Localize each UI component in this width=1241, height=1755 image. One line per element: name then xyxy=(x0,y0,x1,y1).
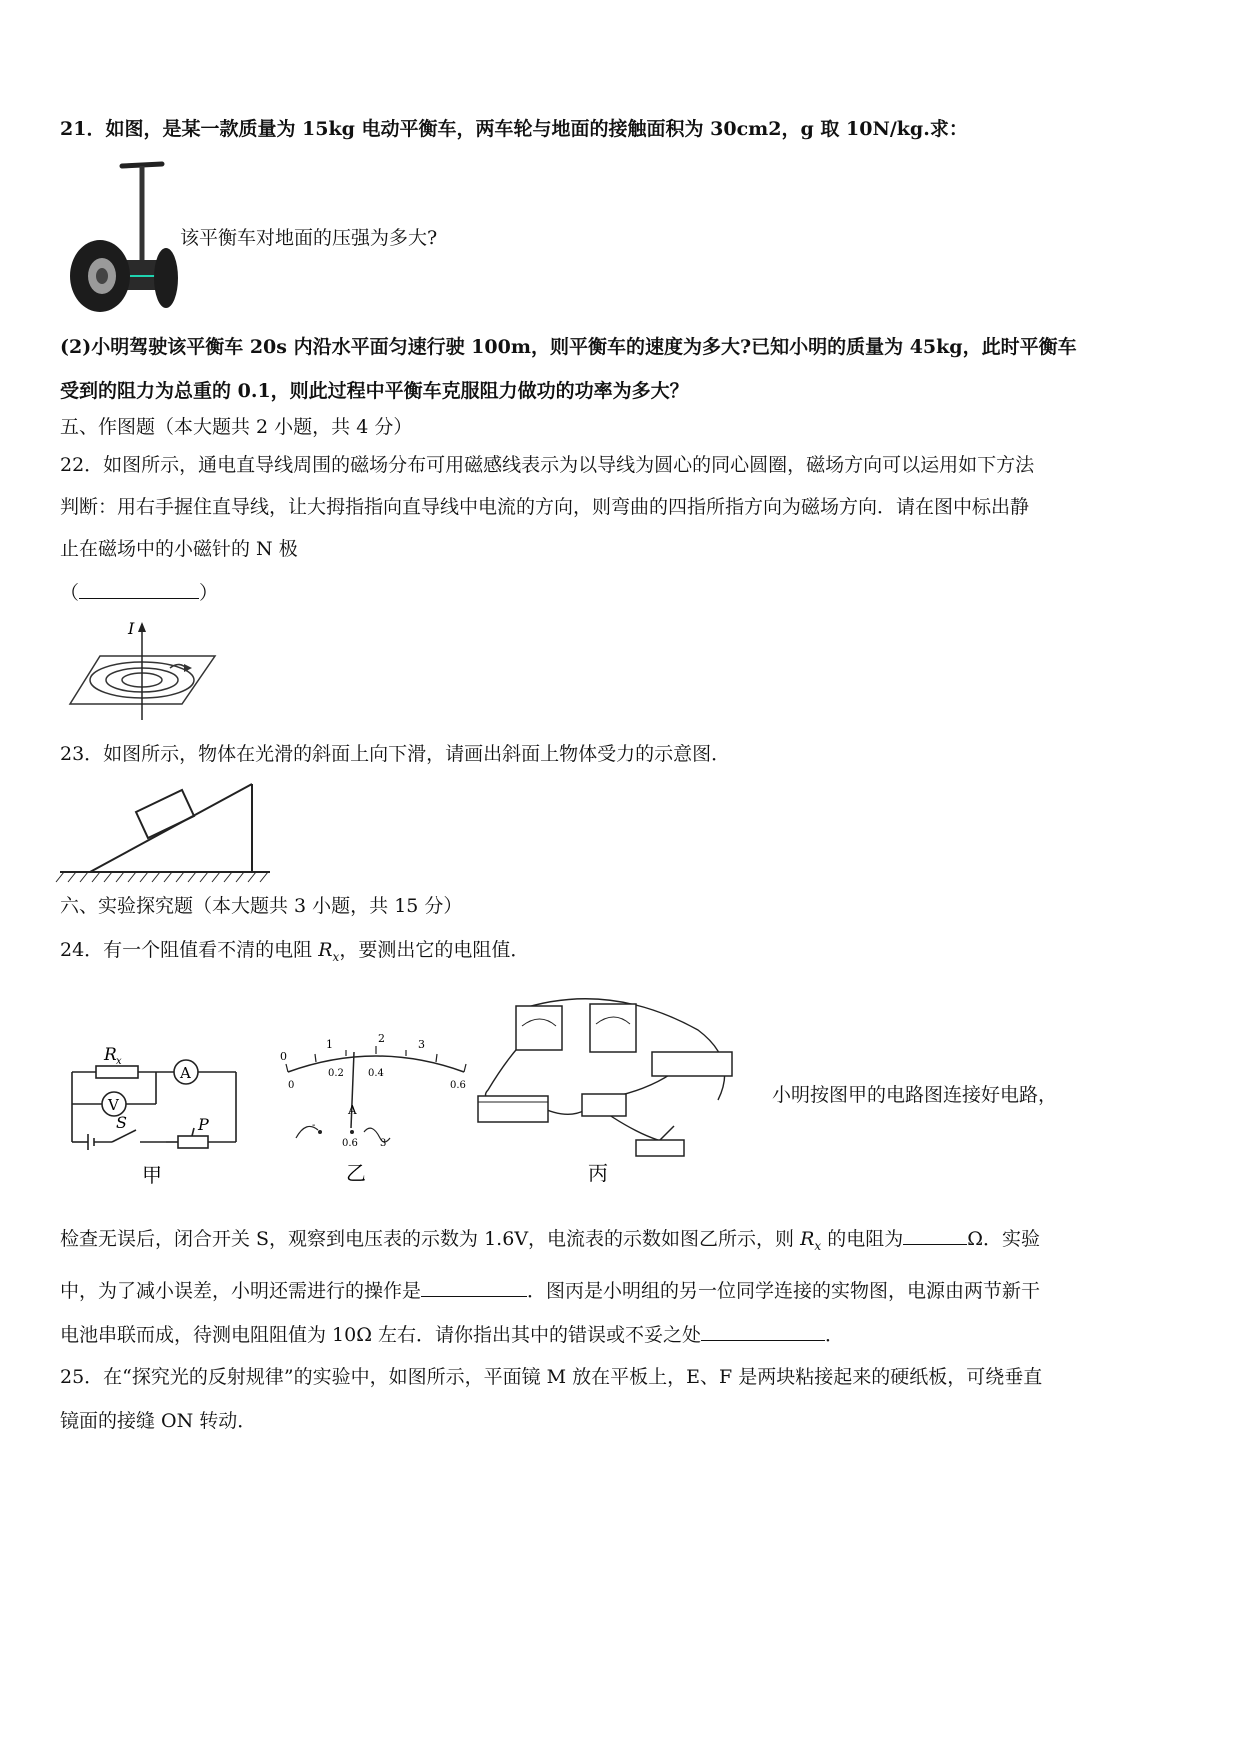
q24-side-text: 小明按图甲的电路图连接好电路， xyxy=(772,1084,1058,1106)
scale-minor-0: 0 xyxy=(288,1080,295,1091)
label-R: R xyxy=(104,1045,117,1065)
q21-part2-line1: (2)小明驾驶该平衡车 20s 内沿水平面匀速行驶 100m，则平衡车的速度为多大?已知小明的质量为 45kg，此时平衡车 xyxy=(60,336,1077,358)
section-5-heading: 五、作图题（本大题共 2 小题，共 4 分） xyxy=(60,416,413,438)
q24-line4: 电池串联而成，待测电阻阻值为 10Ω 左右．请你指出其中的错误或不妥之处 ． xyxy=(60,1324,845,1346)
label-S: S xyxy=(116,1113,127,1132)
paren-open: （ xyxy=(60,582,80,604)
physical-circuit-bing xyxy=(478,990,758,1186)
q22-line3: 止在磁场中的小磁针的 N 极 xyxy=(60,538,298,560)
current-label: I xyxy=(128,619,135,638)
inclined-plane-figure xyxy=(60,780,280,885)
terminal-3: 3 xyxy=(380,1138,387,1149)
magnetic-field-figure xyxy=(70,612,220,724)
q23-text: 23．如图所示，物体在光滑的斜面上向下滑，请画出斜面上物体受力的示意图． xyxy=(60,743,731,765)
label-yi: 乙 xyxy=(346,1161,366,1185)
q22-line1: 22．如图所示，通电直导线周围的磁场分布可用磁感线表示为以导线为圆心的同心圆圈，磁场方向可以运用如下方法 xyxy=(60,454,1035,476)
q22-line2: 判断：用右手握住直导线，让大拇指指向直导线中电流的方向，则弯曲的四指所指方向为磁场方向．请在图中标出静 xyxy=(60,496,1030,518)
scale-major-0: 0 xyxy=(280,1050,287,1063)
error-answer-blank[interactable] xyxy=(701,1322,825,1341)
rx-symbol: $R_x$ xyxy=(318,939,340,964)
terminal-06: 0.6 xyxy=(342,1138,358,1149)
scale-minor-3: 0.6 xyxy=(450,1080,466,1091)
q24-line2: 检查无误后，闭合开关 S，观察到电压表的示数为 1.6V，电流表的示数如图乙所示，则 $R_x$ 的电阻为 Ω．实验 xyxy=(60,1228,1040,1253)
label-V: V xyxy=(108,1096,119,1114)
paren-close: ） xyxy=(199,582,219,604)
scale-major-2: 2 xyxy=(378,1032,385,1045)
q25-line2: 镜面的接缝 ON 转动． xyxy=(60,1410,257,1432)
q21-part2-line2: 受到的阻力为总重的 0.1，则此过程中平衡车克服阻力做功的功率为多大？ xyxy=(60,380,689,402)
section-6-heading: 六、实验探究题（本大题共 3 小题，共 15 分） xyxy=(60,895,463,917)
q21-stem: 21．如图，是某一款质量为 15kg 电动平衡车，两车轮与地面的接触面积为 30cm2，g 取 10N/kg.求： xyxy=(60,118,968,140)
q24-stem: 24．有一个阻值看不清的电阻 $R_x$，要测出它的电阻值． xyxy=(60,939,530,964)
ammeter-dial-yi xyxy=(276,1030,476,1188)
q22-answer-blank[interactable] xyxy=(60,580,218,606)
label-R-sub: x xyxy=(116,1056,122,1067)
scale-minor-1: 0.2 xyxy=(328,1068,344,1079)
answer-blank[interactable] xyxy=(79,580,199,599)
label-jia: 甲 xyxy=(142,1163,162,1187)
label-A: A xyxy=(180,1064,191,1082)
terminal-neg: - xyxy=(312,1120,316,1131)
q24-line3: 中，为了减小误差，小明还需进行的操作是 ．图丙是小明组的另一位同学连接的实物图，电源由两节新干 xyxy=(60,1280,1041,1302)
scale-minor-2: 0.4 xyxy=(368,1068,384,1079)
meter-symbol: A xyxy=(348,1103,357,1117)
label-P: P xyxy=(198,1115,209,1134)
balance-scooter-image xyxy=(62,160,180,315)
operation-answer-blank[interactable] xyxy=(421,1278,527,1297)
q25-line1: 25．在“探究光的反射规律”的实验中，如图所示，平面镜 M 放在平板上，E、F 是两块粘接起来的硬纸板，可绕垂直 xyxy=(60,1366,1043,1388)
q21-part1: 该平衡车对地面的压强为多大? xyxy=(180,227,438,249)
scale-major-3: 3 xyxy=(418,1038,425,1051)
scale-major-1: 1 xyxy=(326,1038,333,1051)
circuit-diagram-jia xyxy=(66,1032,246,1187)
resistance-answer-blank[interactable] xyxy=(903,1226,967,1245)
label-bing: 丙 xyxy=(588,1161,608,1185)
